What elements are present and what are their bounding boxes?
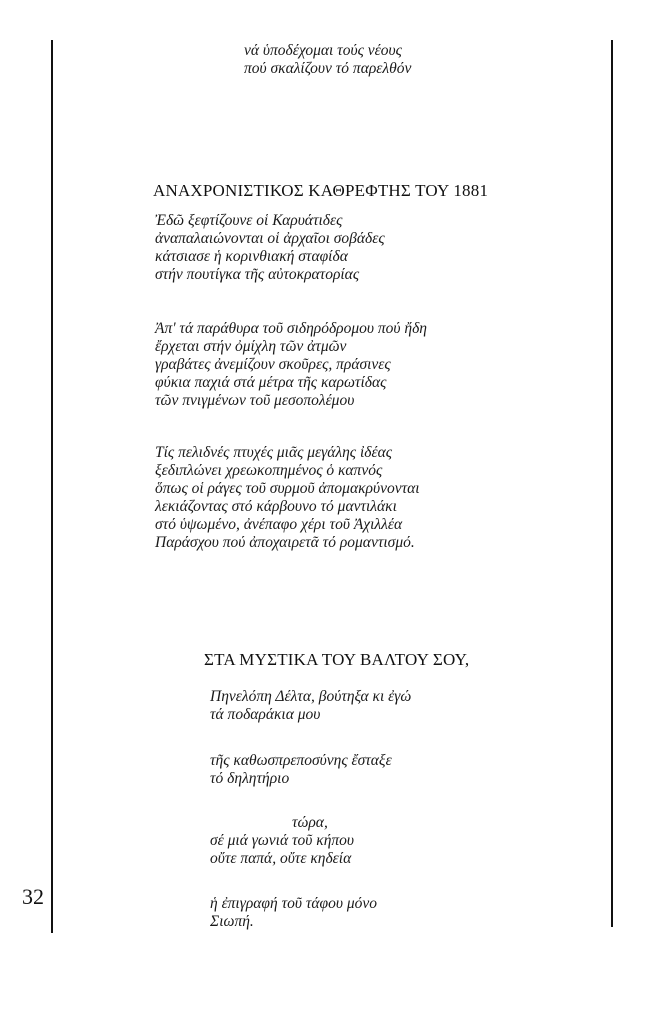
verse-line: σέ μιά γωνιά τοῦ κήπου xyxy=(210,832,355,849)
verse-line: ἀναπαλαιώνονται οἱ ἀρχαῖοι σοβάδες xyxy=(155,230,385,247)
verse-line: Σιωπή. xyxy=(210,913,254,930)
verse-line: νά ὑποδέχομαι τούς νέους xyxy=(244,42,402,59)
poem2-stanza-4 xyxy=(210,895,377,931)
verse-line: ξεδιπλώνει χρεωκοπημένος ὁ καπνός xyxy=(155,462,383,479)
verse-line: Παράσχου πού ἀποχαιρετᾶ τό ρομαντισμό. xyxy=(155,534,415,551)
verse-line: οὔτε παπά, οὔτε κηδεία xyxy=(210,850,352,867)
verse-line: ἔρχεται στήν ὀμίχλη τῶν ἀτμῶν xyxy=(155,338,347,355)
poem-title: ΑΝΑΧΡΟΝΙΣΤΙΚΟΣ ΚΑΘΡΕΦΤΗΣ ΤΟΥ 1881 xyxy=(153,181,489,200)
verse-line: τῆς καθωσπρεποσύνης ἔσταξε xyxy=(210,752,392,769)
verse-line: Ἐδῶ ξεφτίζουνε οἱ Καρυάτιδες xyxy=(155,212,343,229)
verse-line: στήν πουτίγκα τῆς αὐτοκρατορίας xyxy=(155,266,360,283)
right-margin-rule xyxy=(611,40,613,927)
verse-line: τά ποδαράκια μου xyxy=(210,706,321,723)
verse-line: ὅπως οἱ ράγες τοῦ συρμοῦ ἀπομακρύνονται xyxy=(155,480,420,497)
verse-line: Πηνελόπη Δέλτα, βούτηξα κι ἐγώ xyxy=(210,688,412,705)
poem1-stanza-3 xyxy=(155,444,420,552)
verse-line: κάτσιασε ἡ κορινθιακή σταφίδα xyxy=(155,248,348,265)
verse-line: τό δηλητήριο xyxy=(210,770,290,787)
verse-line: τῶν πνιγμένων τοῦ μεσοπολέμου xyxy=(155,392,355,409)
left-margin-rule xyxy=(51,40,53,933)
poem1-stanza-1 xyxy=(155,212,385,284)
poem2-stanza-3 xyxy=(210,814,354,868)
verse-line: πού σκαλίζουν τό παρελθόν xyxy=(244,60,412,77)
verse-line: στό ὑψωμένο, ἀνέπαφο χέρι τοῦ Ἀχιλλέα xyxy=(155,516,403,533)
poem2-stanza-1 xyxy=(210,688,411,724)
verse-line: Ἀπ' τά παράθυρα τοῦ σιδηρόδρομου πού ἤδη xyxy=(155,320,427,337)
page-number: 32 xyxy=(22,884,44,909)
verse-line: ἡ ἐπιγραφή τοῦ τάφου μόνο xyxy=(210,895,378,912)
verse-line: φύκια παχιά στά μέτρα τῆς καρωτίδας xyxy=(155,374,387,391)
poem1-stanza-2 xyxy=(155,320,427,410)
verse-line: λεκιάζοντας στό κάρβουνο τό μαντιλάκι xyxy=(155,498,397,515)
intro-stanza xyxy=(244,42,411,78)
poem-title: ΣΤΑ ΜΥΣΤΙΚΑ ΤΟΥ ΒΑΛΤΟΥ ΣΟΥ, xyxy=(204,650,470,669)
poem2-stanza-2 xyxy=(210,752,392,788)
verse-line-indented: τώρα, xyxy=(292,814,328,831)
verse-line: γραβάτες ἀνεμίζουν σκοῦρες, πράσινες xyxy=(155,356,391,373)
verse-line: Τίς πελιδνές πτυχές μιᾶς μεγάλης ἰδέας xyxy=(155,444,392,461)
